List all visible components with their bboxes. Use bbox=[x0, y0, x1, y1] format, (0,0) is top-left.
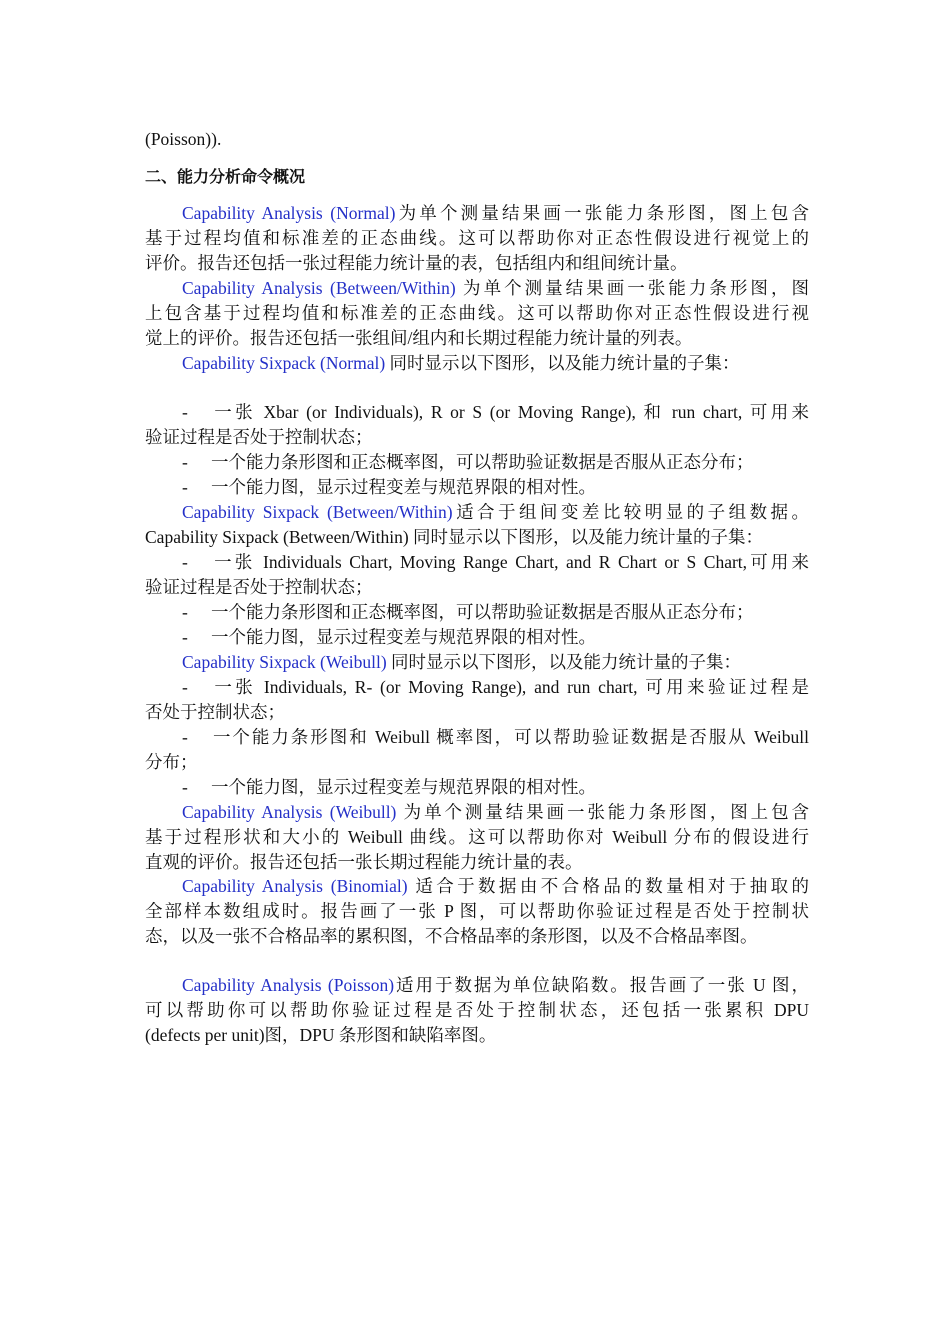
text-run: 一张 Individuals Chart, Moving Range Chart, and R Chart or S Chart,可用来 bbox=[211, 552, 809, 572]
text-line bbox=[145, 127, 809, 152]
text-line bbox=[145, 525, 809, 550]
text-run: 全部样本数组成时。报告画了一张 P 图，可以帮助你验证过程是否处于控制状 bbox=[145, 901, 809, 921]
command-name: Capability Sixpack (Weibull) bbox=[182, 652, 387, 672]
text-run: 一个能力图，显示过程变差与规范界限的相对性。 bbox=[211, 627, 596, 647]
text-line bbox=[145, 226, 809, 251]
text-run: 一个能力条形图和正态概率图，可以帮助验证数据是否服从正态分布； bbox=[211, 602, 754, 622]
text-line bbox=[145, 998, 809, 1023]
list-dash: - bbox=[182, 477, 188, 497]
text-run: (Poisson)). bbox=[145, 129, 222, 149]
list-dash: - bbox=[182, 552, 188, 572]
command-name: Capability Analysis (Weibull) bbox=[182, 802, 397, 822]
text-line bbox=[145, 301, 809, 326]
text-line bbox=[182, 625, 809, 650]
text-run: 适合于数据由不合格品的数量相对于抽取的 bbox=[407, 876, 810, 896]
text-line bbox=[182, 725, 809, 750]
text-run: 适用于数据为单位缺陷数。报告画了一张 U 图， bbox=[394, 975, 810, 995]
text-line bbox=[145, 850, 809, 875]
text-line bbox=[182, 550, 809, 575]
text-line bbox=[145, 924, 809, 949]
list-dash: - bbox=[182, 777, 188, 797]
text-line bbox=[182, 675, 809, 700]
text-run: 可以帮助你可以帮助你验证过程是否处于控制状态，还包括一张累积 DPU bbox=[145, 1000, 809, 1020]
text-line bbox=[182, 201, 809, 226]
text-line bbox=[145, 899, 809, 924]
text-run: 评价。报告还包括一张过程能力统计量的表，包括组内和组间统计量。 bbox=[145, 253, 688, 273]
text-run: 上包含基于过程均值和标准差的正态曲线。这可以帮助你对正态性假设进行视 bbox=[145, 303, 809, 323]
text-run: 否处于控制状态； bbox=[145, 702, 285, 722]
text-run: 适合于组间变差比较明显的子组数据。 bbox=[452, 502, 809, 522]
text-run: 一张 Individuals, R- (or Moving Range), and run chart, 可用来验证过程是 bbox=[211, 677, 809, 697]
text-line bbox=[145, 425, 809, 450]
text-run: 为单个测量结果画一张能力条形图，图上包含 bbox=[395, 203, 809, 223]
command-name: Capability Analysis (Binomial) bbox=[182, 876, 408, 896]
text-run: 同时显示以下图形，以及能力统计量的子集： bbox=[385, 353, 740, 373]
text-line bbox=[182, 800, 809, 825]
text-run: 为单个测量结果画一张能力条形图，图上包含 bbox=[396, 802, 809, 822]
text-run: Capability Sixpack (Between/Within) 同时显示以下图形，以及能力统计量的子集： bbox=[145, 527, 764, 547]
text-line bbox=[145, 825, 809, 850]
text-run: 同时显示以下图形，以及能力统计量的子集： bbox=[386, 652, 742, 672]
text-line bbox=[145, 700, 809, 725]
text-run: 验证过程是否处于控制状态； bbox=[145, 427, 373, 447]
text-run: 为单个测量结果画一张能力条形图，图 bbox=[455, 278, 809, 298]
text-run: 一张 Xbar (or Individuals), R or S (or Moving Range), 和 run chart, 可用来 bbox=[211, 402, 809, 422]
text-line bbox=[182, 973, 809, 998]
text-line bbox=[182, 775, 809, 800]
text-line bbox=[182, 351, 809, 376]
text-run: 直观的评价。报告还包括一张长期过程能力统计量的表。 bbox=[145, 852, 583, 872]
text-line bbox=[182, 600, 809, 625]
command-name: Capability Analysis (Between/Within) bbox=[182, 278, 456, 298]
list-dash: - bbox=[182, 402, 188, 422]
text-run: 验证过程是否处于控制状态； bbox=[145, 577, 373, 597]
text-line bbox=[145, 575, 809, 600]
text-line bbox=[145, 1023, 809, 1048]
text-run: 一个能力条形图和正态概率图，可以帮助验证数据是否服从正态分布； bbox=[211, 452, 754, 472]
text-run: 二、能力分析命令概况 bbox=[145, 167, 306, 186]
text-line bbox=[182, 874, 809, 899]
command-name: Capability Analysis (Poisson) bbox=[182, 975, 395, 995]
text-line bbox=[145, 251, 809, 276]
text-run: (defects per unit)图，DPU 条形图和缺陷率图。 bbox=[145, 1025, 497, 1045]
text-run: 一个能力图，显示过程变差与规范界限的相对性。 bbox=[211, 777, 596, 797]
text-line bbox=[145, 750, 809, 775]
text-line bbox=[182, 500, 809, 525]
text-line bbox=[182, 276, 809, 301]
list-dash: - bbox=[182, 727, 188, 747]
section-heading bbox=[145, 164, 809, 189]
text-run: 一个能力图，显示过程变差与规范界限的相对性。 bbox=[211, 477, 596, 497]
text-run: 分布； bbox=[145, 752, 198, 772]
text-line bbox=[145, 326, 809, 351]
command-name: Capability Sixpack (Normal) bbox=[182, 353, 386, 373]
command-name: Capability Sixpack (Between/Within) bbox=[182, 502, 453, 522]
text-line bbox=[182, 650, 809, 675]
text-run: 基于过程均值和标准差的正态曲线。这可以帮助你对正态性假设进行视觉上的 bbox=[145, 228, 809, 248]
text-run: 基于过程形状和大小的 Weibull 曲线。这可以帮助你对 Weibull 分布的假设进行 bbox=[145, 827, 809, 847]
list-dash: - bbox=[182, 627, 188, 647]
text-run: 觉上的评价。报告还包括一张组间/组内和长期过程能力统计量的列表。 bbox=[145, 328, 693, 348]
text-run: 态，以及一张不合格品率的累积图，不合格品率的条形图，以及不合格品率图。 bbox=[145, 926, 758, 946]
list-dash: - bbox=[182, 677, 188, 697]
text-line bbox=[182, 400, 809, 425]
text-line bbox=[182, 475, 809, 500]
text-run: 一个能力条形图和 Weibull 概率图，可以帮助验证数据是否服从 Weibull bbox=[211, 727, 809, 747]
list-dash: - bbox=[182, 602, 188, 622]
list-dash: - bbox=[182, 452, 188, 472]
command-name: Capability Analysis (Normal) bbox=[182, 203, 396, 223]
text-line bbox=[182, 450, 809, 475]
